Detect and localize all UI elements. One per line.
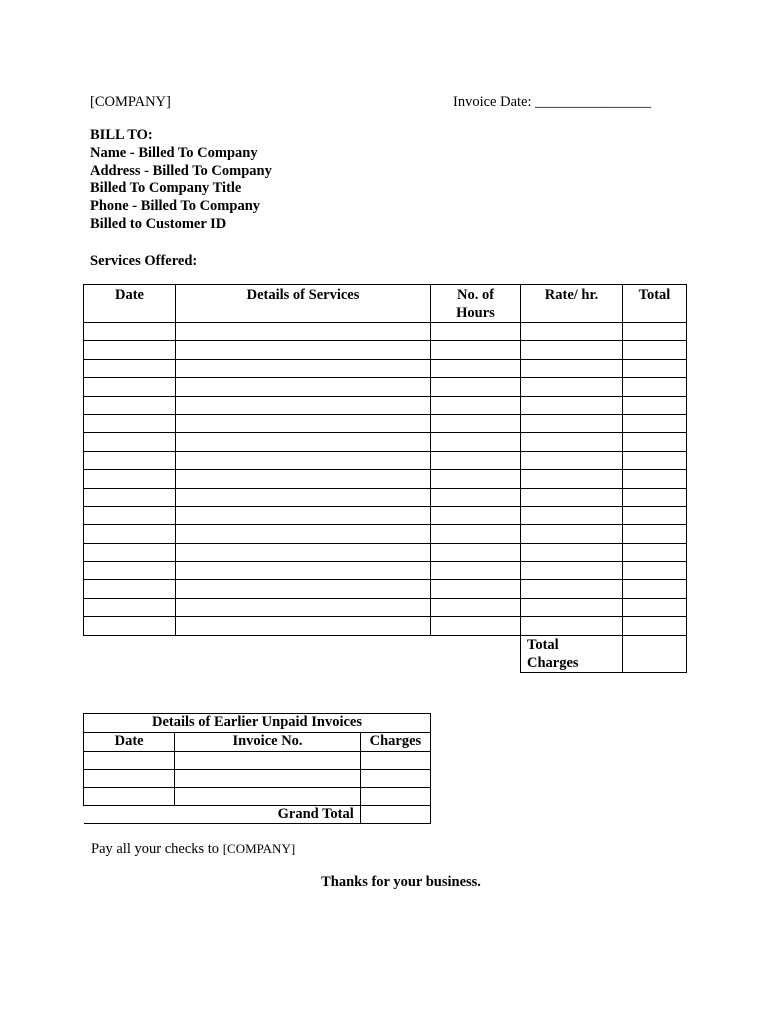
service-details-cell[interactable] bbox=[176, 617, 431, 635]
unpaid-title: Details of Earlier Unpaid Invoices bbox=[84, 714, 431, 733]
service-total-cell[interactable] bbox=[623, 341, 687, 359]
service-row bbox=[84, 580, 687, 598]
service-rate-cell[interactable] bbox=[521, 580, 623, 598]
service-row bbox=[84, 562, 687, 580]
service-rate-cell[interactable] bbox=[521, 414, 623, 432]
service-rate-cell[interactable] bbox=[521, 525, 623, 543]
service-details-cell[interactable] bbox=[176, 506, 431, 524]
unpaid-invoice-cell[interactable] bbox=[175, 770, 361, 788]
service-details-cell[interactable] bbox=[176, 451, 431, 469]
service-date-cell[interactable] bbox=[84, 359, 176, 377]
service-total-cell[interactable] bbox=[623, 396, 687, 414]
services-heading: Services Offered: bbox=[90, 253, 198, 269]
service-hours-cell[interactable] bbox=[431, 470, 521, 488]
service-row bbox=[84, 543, 687, 561]
service-row bbox=[84, 506, 687, 524]
service-row bbox=[84, 451, 687, 469]
service-hours-cell[interactable] bbox=[431, 580, 521, 598]
service-total-cell[interactable] bbox=[623, 562, 687, 580]
total-charges-spacer bbox=[84, 635, 521, 672]
unpaid-col-invoice-no: Invoice No. bbox=[175, 733, 361, 752]
service-hours-cell[interactable] bbox=[431, 414, 521, 432]
service-rate-cell[interactable] bbox=[521, 543, 623, 561]
unpaid-date-cell[interactable] bbox=[84, 752, 175, 770]
total-charges-value[interactable] bbox=[623, 635, 687, 672]
service-details-cell[interactable] bbox=[176, 562, 431, 580]
col-details: Details of Services bbox=[176, 285, 431, 323]
unpaid-invoice-cell[interactable] bbox=[175, 788, 361, 806]
service-date-cell[interactable] bbox=[84, 488, 176, 506]
bill-to-block bbox=[90, 127, 272, 234]
service-date-cell[interactable] bbox=[84, 396, 176, 414]
bill-to-heading: BILL TO: bbox=[90, 127, 153, 143]
service-row bbox=[84, 378, 687, 396]
bill-to-name: Name - Billed To Company bbox=[90, 144, 258, 161]
service-hours-cell[interactable] bbox=[431, 598, 521, 616]
service-hours-cell[interactable] bbox=[431, 359, 521, 377]
service-date-cell[interactable] bbox=[84, 378, 176, 396]
bill-to-title: Billed To Company Title bbox=[90, 180, 242, 197]
grand-total-label: Grand Total bbox=[84, 806, 361, 824]
pay-checks-company: [COMPANY] bbox=[222, 841, 296, 856]
service-date-cell[interactable] bbox=[84, 525, 176, 543]
bill-to-phone: Phone - Billed To Company bbox=[90, 198, 261, 215]
company-name: [COMPANY] bbox=[90, 94, 171, 110]
service-row bbox=[84, 396, 687, 414]
service-total-cell[interactable] bbox=[623, 598, 687, 616]
service-total-cell[interactable] bbox=[623, 433, 687, 451]
service-hours-cell[interactable] bbox=[431, 506, 521, 524]
service-row bbox=[84, 341, 687, 359]
service-date-cell[interactable] bbox=[84, 617, 176, 635]
service-details-cell[interactable] bbox=[176, 470, 431, 488]
service-rate-cell[interactable] bbox=[521, 617, 623, 635]
service-rate-cell[interactable] bbox=[521, 359, 623, 377]
service-row bbox=[84, 359, 687, 377]
unpaid-charges-cell[interactable] bbox=[360, 770, 430, 788]
service-details-cell[interactable] bbox=[176, 543, 431, 561]
service-hours-cell[interactable] bbox=[431, 617, 521, 635]
services-header-row bbox=[84, 285, 687, 323]
service-details-cell[interactable] bbox=[176, 378, 431, 396]
service-row bbox=[84, 525, 687, 543]
service-date-cell[interactable] bbox=[84, 323, 176, 341]
service-rate-cell[interactable] bbox=[521, 396, 623, 414]
service-total-cell[interactable] bbox=[623, 525, 687, 543]
total-charges-label: Total Charges bbox=[521, 635, 623, 672]
service-rate-cell[interactable] bbox=[521, 562, 623, 580]
service-hours-cell[interactable] bbox=[431, 323, 521, 341]
service-date-cell[interactable] bbox=[84, 506, 176, 524]
service-details-cell[interactable] bbox=[176, 598, 431, 616]
service-hours-cell[interactable] bbox=[431, 378, 521, 396]
service-row bbox=[84, 617, 687, 635]
service-rate-cell[interactable] bbox=[521, 323, 623, 341]
pay-checks-text: Pay all your checks to bbox=[91, 841, 223, 857]
invoice-date-label: Invoice Date: ________________ bbox=[453, 94, 652, 110]
grand-total-value[interactable] bbox=[360, 806, 430, 824]
service-date-cell[interactable] bbox=[84, 433, 176, 451]
service-row bbox=[84, 414, 687, 432]
service-date-cell[interactable] bbox=[84, 451, 176, 469]
service-row bbox=[84, 433, 687, 451]
unpaid-row bbox=[84, 770, 431, 788]
service-total-cell[interactable] bbox=[623, 378, 687, 396]
unpaid-row bbox=[84, 752, 431, 770]
service-rate-cell[interactable] bbox=[521, 433, 623, 451]
unpaid-date-cell[interactable] bbox=[84, 788, 175, 806]
service-row bbox=[84, 598, 687, 616]
service-hours-cell[interactable] bbox=[431, 543, 521, 561]
bill-to-customer-id: Billed to Customer ID bbox=[90, 215, 227, 232]
service-date-cell[interactable] bbox=[84, 470, 176, 488]
service-row bbox=[84, 323, 687, 341]
unpaid-row bbox=[84, 788, 431, 806]
service-total-cell[interactable] bbox=[623, 470, 687, 488]
unpaid-col-date: Date bbox=[84, 733, 175, 752]
service-details-cell[interactable] bbox=[176, 396, 431, 414]
service-rate-cell[interactable] bbox=[521, 506, 623, 524]
unpaid-charges-cell[interactable] bbox=[360, 752, 430, 770]
service-details-cell[interactable] bbox=[176, 525, 431, 543]
services-table bbox=[83, 284, 687, 673]
unpaid-col-charges: Charges bbox=[360, 733, 430, 752]
service-hours-cell[interactable] bbox=[431, 562, 521, 580]
col-rate: Rate/ hr. bbox=[521, 285, 623, 323]
service-details-cell[interactable] bbox=[176, 359, 431, 377]
service-total-cell[interactable] bbox=[623, 580, 687, 598]
service-date-cell[interactable] bbox=[84, 598, 176, 616]
service-hours-cell[interactable] bbox=[431, 451, 521, 469]
service-details-cell[interactable] bbox=[176, 323, 431, 341]
col-hours: No. of Hours bbox=[431, 285, 521, 323]
unpaid-invoices-table bbox=[83, 713, 431, 824]
service-total-cell[interactable] bbox=[623, 488, 687, 506]
total-charges-row bbox=[84, 635, 687, 672]
thanks-message: Thanks for your business. bbox=[321, 874, 481, 890]
service-date-cell[interactable] bbox=[84, 341, 176, 359]
service-details-cell[interactable] bbox=[176, 580, 431, 598]
service-details-cell[interactable] bbox=[176, 433, 431, 451]
unpaid-date-cell[interactable] bbox=[84, 770, 175, 788]
service-row bbox=[84, 488, 687, 506]
service-date-cell[interactable] bbox=[84, 562, 176, 580]
pay-checks-line bbox=[91, 841, 295, 858]
service-date-cell[interactable] bbox=[84, 580, 176, 598]
service-rate-cell[interactable] bbox=[521, 341, 623, 359]
service-hours-cell[interactable] bbox=[431, 396, 521, 414]
service-total-cell[interactable] bbox=[623, 359, 687, 377]
unpaid-charges-cell[interactable] bbox=[360, 788, 430, 806]
service-date-cell[interactable] bbox=[84, 414, 176, 432]
service-hours-cell[interactable] bbox=[431, 341, 521, 359]
unpaid-invoice-cell[interactable] bbox=[175, 752, 361, 770]
grand-total-row bbox=[84, 806, 431, 824]
service-total-cell[interactable] bbox=[623, 414, 687, 432]
col-date: Date bbox=[84, 285, 176, 323]
service-rate-cell[interactable] bbox=[521, 488, 623, 506]
service-details-cell[interactable] bbox=[176, 414, 431, 432]
bill-to-address: Address - Billed To Company bbox=[90, 162, 272, 179]
service-total-cell[interactable] bbox=[623, 323, 687, 341]
service-rate-cell[interactable] bbox=[521, 598, 623, 616]
service-total-cell[interactable] bbox=[623, 451, 687, 469]
service-hours-cell[interactable] bbox=[431, 433, 521, 451]
service-total-cell[interactable] bbox=[623, 506, 687, 524]
service-total-cell[interactable] bbox=[623, 617, 687, 635]
service-date-cell[interactable] bbox=[84, 543, 176, 561]
service-total-cell[interactable] bbox=[623, 543, 687, 561]
unpaid-header-row bbox=[84, 733, 431, 752]
service-hours-cell[interactable] bbox=[431, 525, 521, 543]
service-rate-cell[interactable] bbox=[521, 470, 623, 488]
service-hours-cell[interactable] bbox=[431, 488, 521, 506]
service-details-cell[interactable] bbox=[176, 488, 431, 506]
service-row bbox=[84, 470, 687, 488]
service-rate-cell[interactable] bbox=[521, 378, 623, 396]
col-total: Total bbox=[623, 285, 687, 323]
service-rate-cell[interactable] bbox=[521, 451, 623, 469]
service-details-cell[interactable] bbox=[176, 341, 431, 359]
